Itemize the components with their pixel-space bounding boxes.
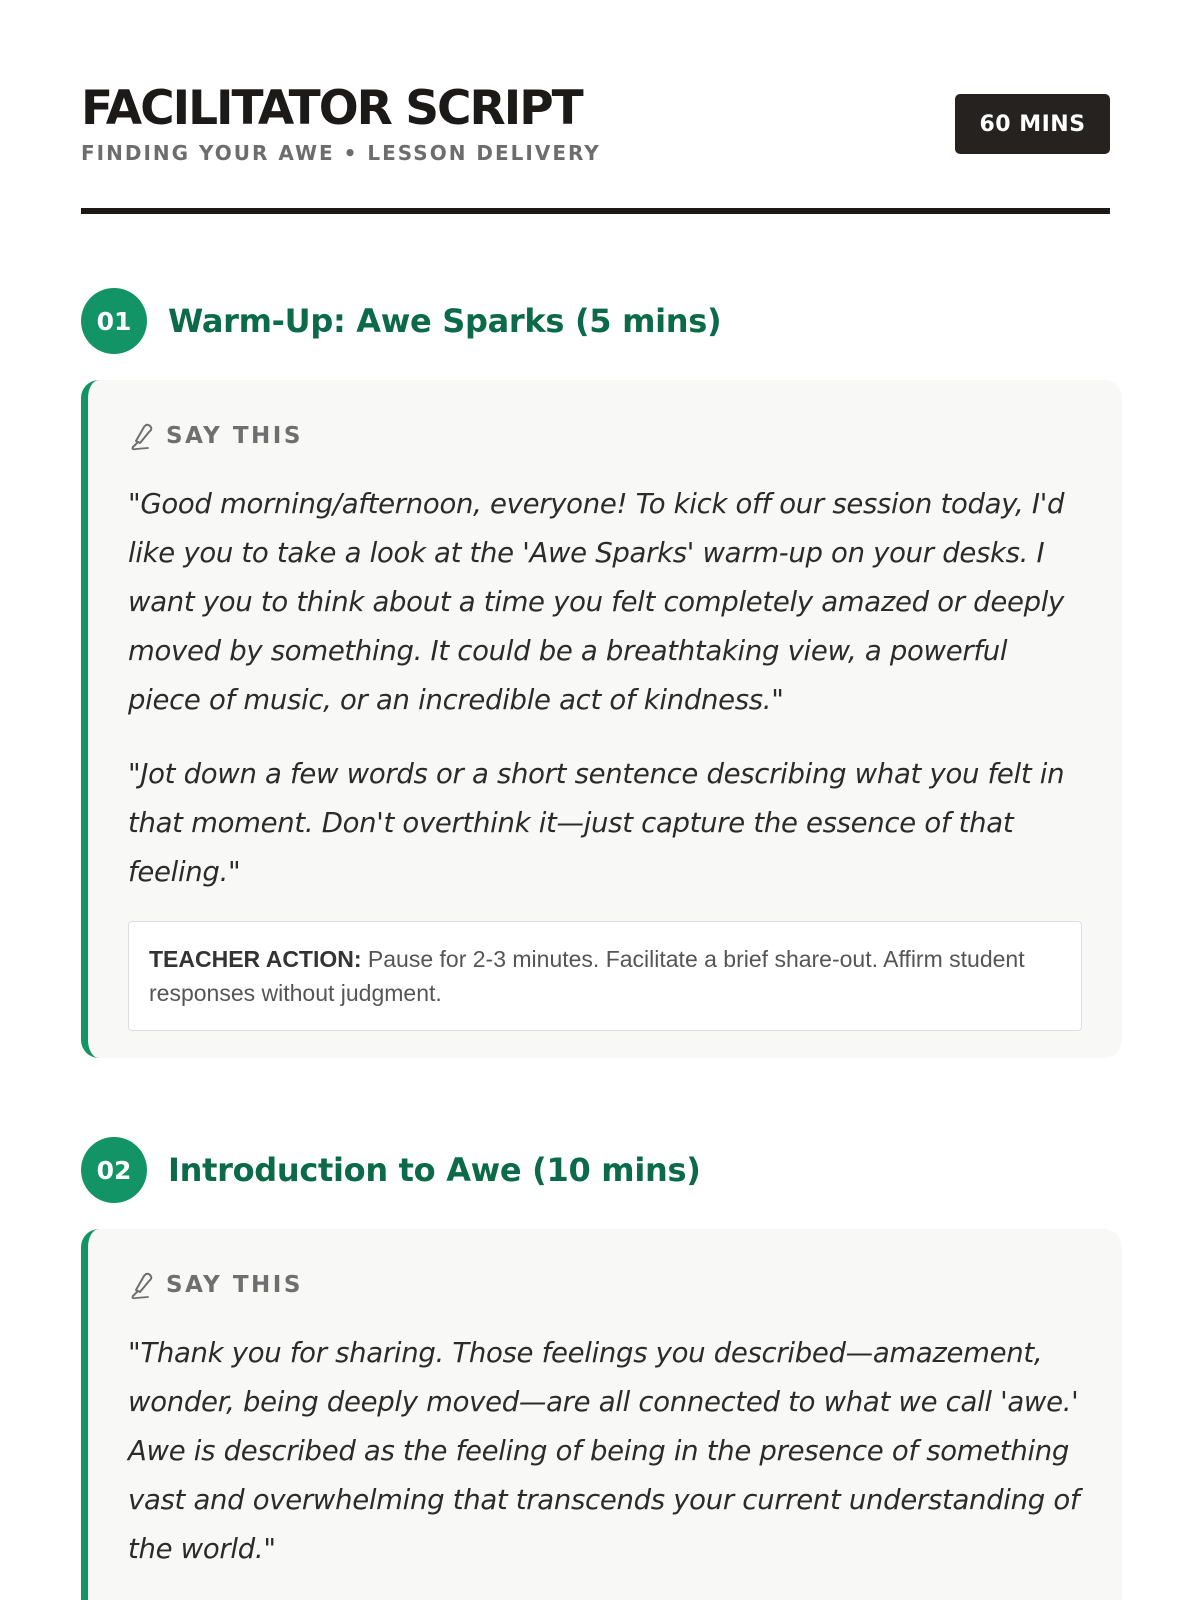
teacher-action-box (128, 921, 1082, 1031)
say-this-card-1 (81, 380, 1122, 1058)
section-header-2 (81, 1137, 701, 1203)
script-paragraph: "Jot down a few words or a short sentence describing what you felt in that moment. Don't overthink it—just capture the essence of that feeling." (128, 758, 1065, 888)
say-this-text: SAY THIS (166, 1272, 303, 1298)
teacher-action-text: Pause for 2-3 minutes. Facilitate a brief share-out. Affirm student responses without judgment. (149, 946, 1025, 1006)
say-this-text: SAY THIS (166, 423, 303, 449)
header (81, 0, 1110, 214)
say-this-label (128, 1267, 1082, 1303)
teacher-action-label: TEACHER ACTION: (149, 946, 362, 972)
section-header-1 (81, 288, 721, 354)
microphone-icon (128, 1270, 154, 1300)
microphone-icon (128, 421, 154, 451)
section-title: Introduction to Awe (10 mins) (168, 1151, 701, 1189)
say-this-label (128, 418, 1082, 454)
say-this-card-2 (81, 1229, 1122, 1600)
section-title: Warm-Up: Awe Sparks (5 mins) (168, 302, 722, 340)
step-number-badge: 01 (81, 288, 147, 354)
script-paragraph: "Good morning/afternoon, everyone! To kick off our session today, I'd like you to take a look at the 'Awe Sparks' warm-up on your desks. I want you to think about a time you felt completely amazed or deeply moved by something. It could be a breathtaking view, a powerful piece of music, or an incredible act of kindness." (128, 488, 1065, 716)
step-number-badge: 02 (81, 1137, 147, 1203)
duration-badge: 60 MINS (955, 94, 1110, 154)
page-subtitle: FINDING YOUR AWE • LESSON DELIVERY (81, 141, 601, 165)
page-title: FACILITATOR SCRIPT (81, 81, 582, 136)
script-paragraph: "Thank you for sharing. Those feelings you described—amazement, wonder, being deeply moved—are all connected to what we call 'awe.' Awe is described as the feeling of being in the presence of something vast and overwhelming that transcends your current understanding of the world." (128, 1337, 1080, 1565)
